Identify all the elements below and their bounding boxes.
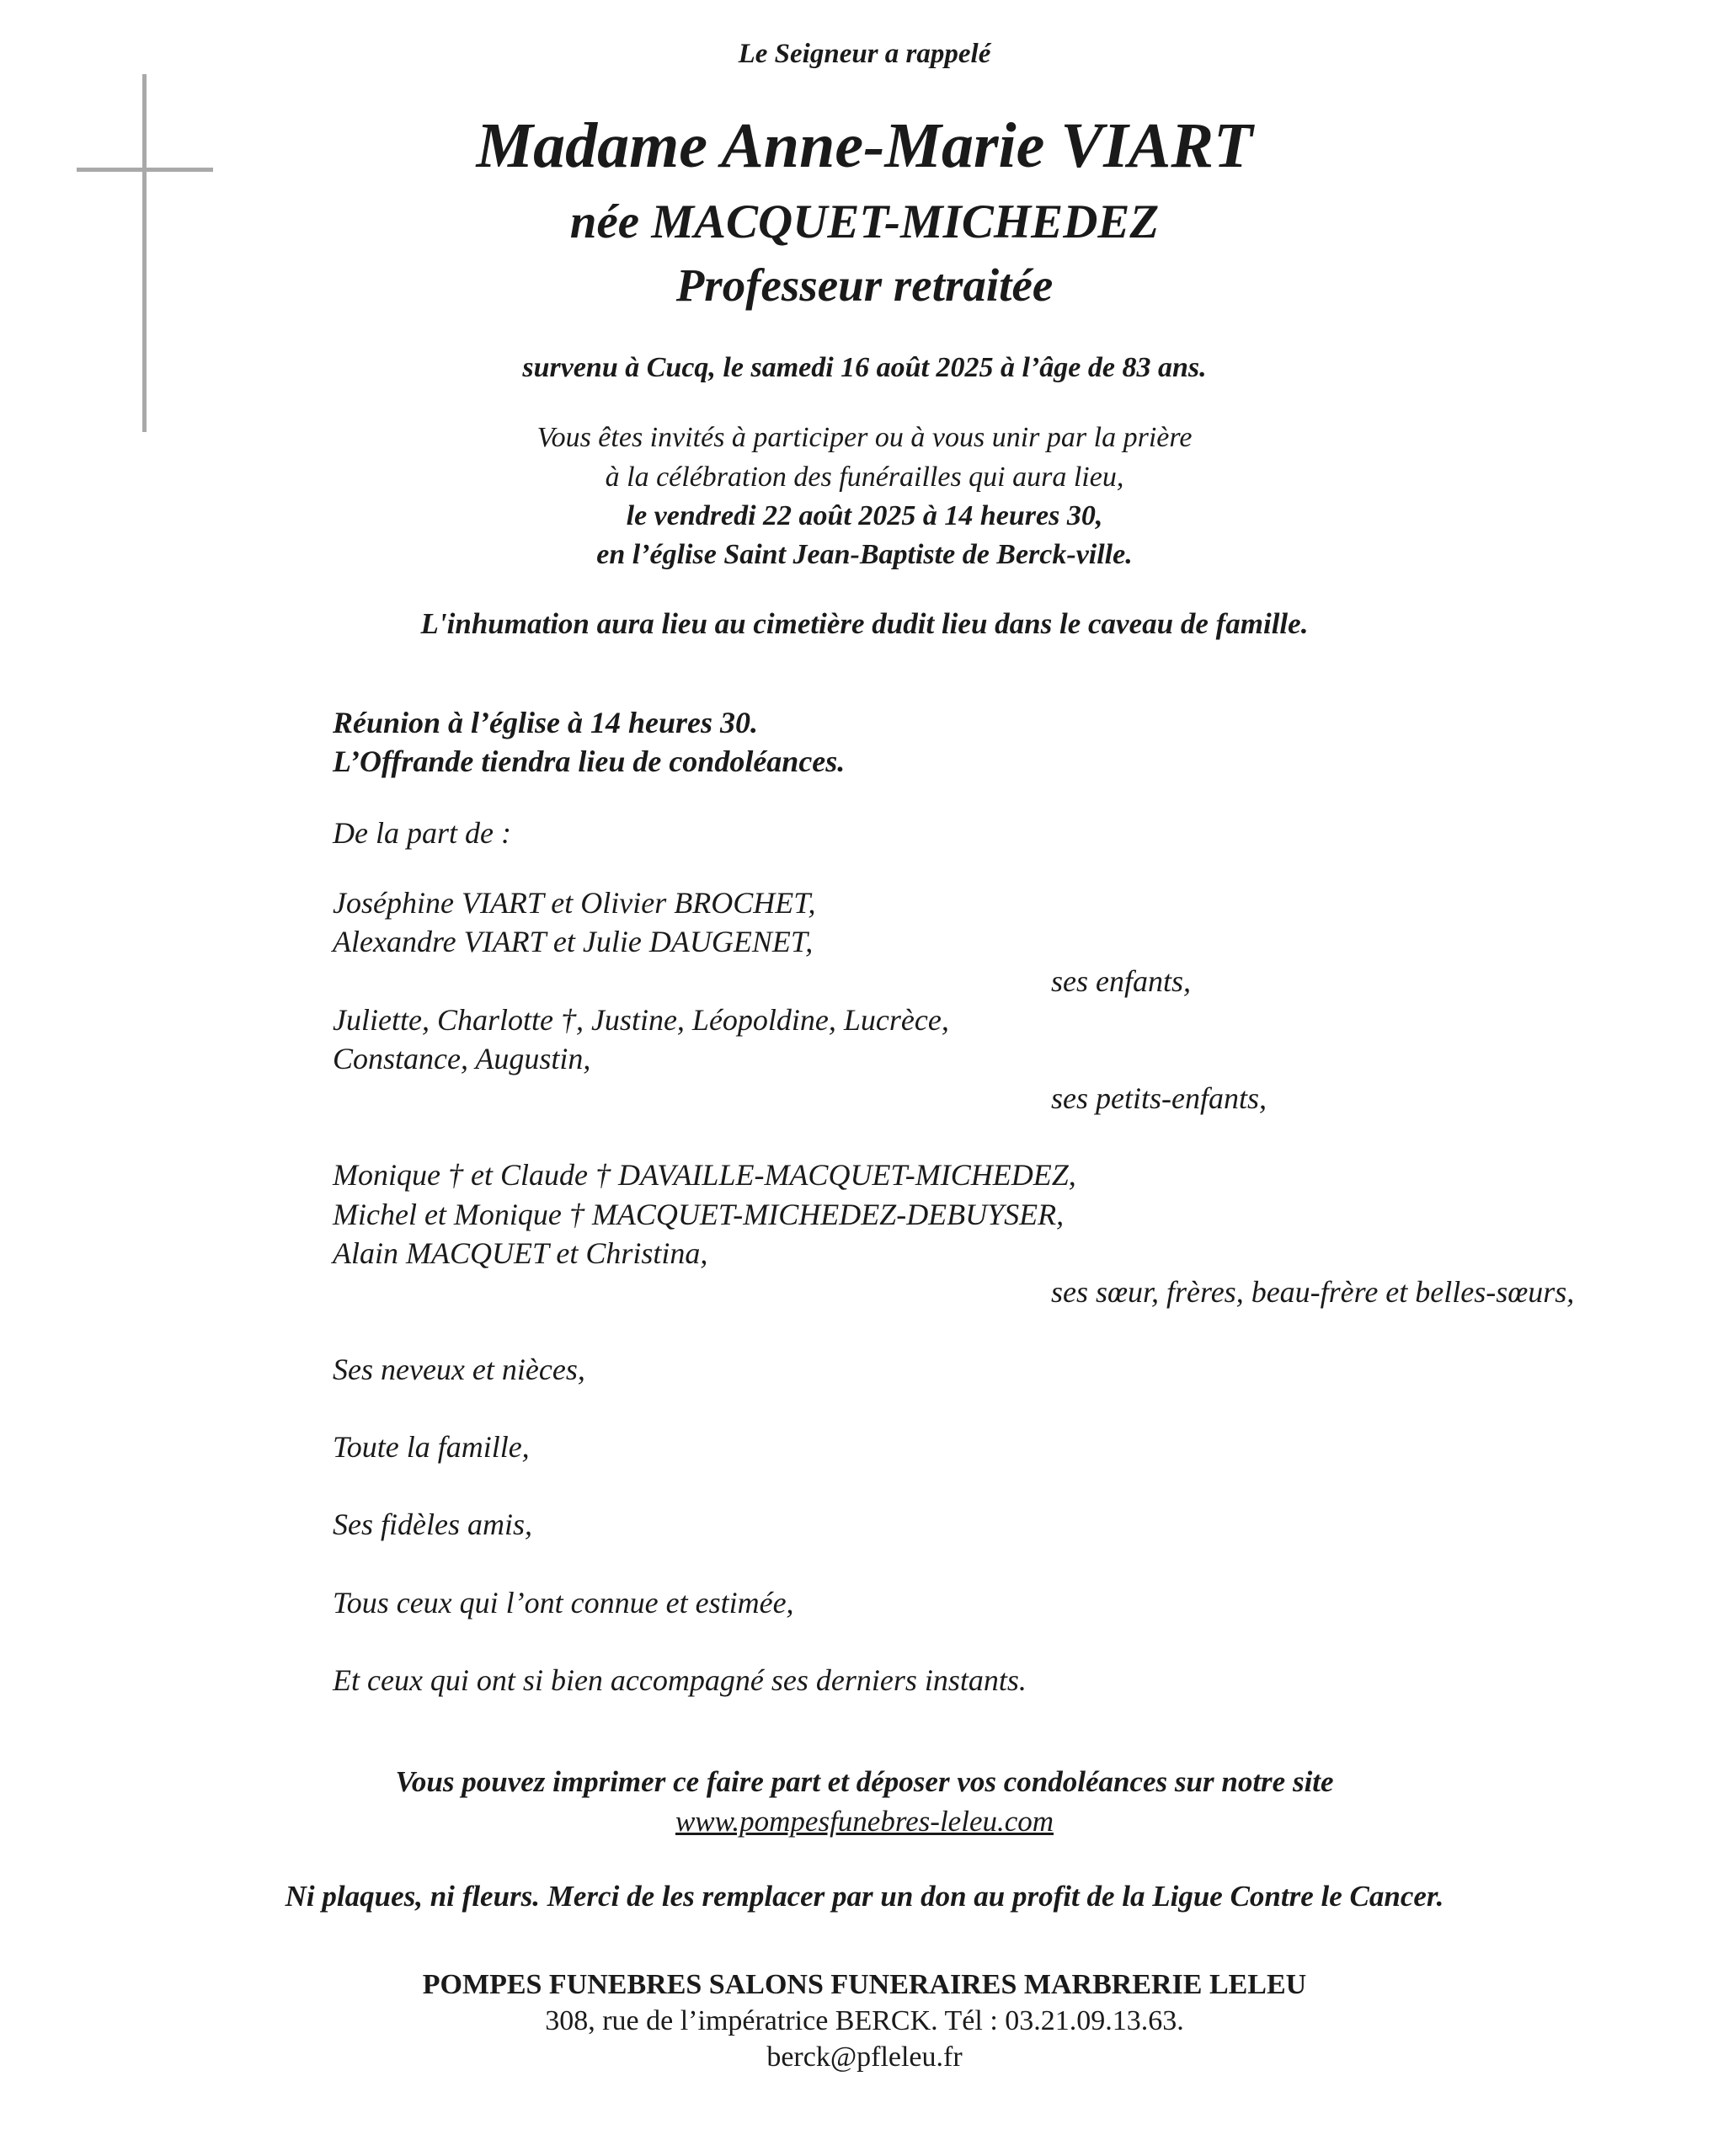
deceased-name: Madame Anne-Marie VIART bbox=[476, 110, 1253, 181]
list-item: Michel et Monique † MACQUET-MICHEDEZ-DEBUYSER, bbox=[333, 1198, 1065, 1231]
ceremony-place: en l’église Saint Jean-Baptiste de Berck-ville. bbox=[596, 539, 1133, 570]
flowers-note: Ni plaques, ni fleurs. Merci de les remplacer par un don au profit de la Ligue Contre le Cancer. bbox=[285, 1880, 1444, 1913]
list-item: Alain MACQUET et Christina, bbox=[333, 1236, 708, 1270]
burial-note: L'inhumation aura lieu au cimetière dudit lieu dans le caveau de famille. bbox=[420, 607, 1309, 640]
print-note: Vous pouvez imprimer ce faire part et déposer vos condoléances sur notre site bbox=[395, 1765, 1334, 1798]
death-notice: survenu à Cucq, le samedi 16 août 2025 à l’âge de 83 ans. bbox=[522, 352, 1207, 383]
ceremony-line-2: à la célébration des funérailles qui aura lieu, bbox=[605, 462, 1124, 493]
list-item: Joséphine VIART et Olivier BROCHET, bbox=[333, 886, 816, 920]
website-row bbox=[0, 1805, 1729, 1838]
profession: Professeur retraitée bbox=[675, 259, 1054, 311]
family-intro: De la part de : bbox=[333, 816, 511, 850]
company-name: POMPES FUNEBRES SALONS FUNERAIRES MARBRERIE LELEU bbox=[422, 1969, 1307, 2000]
maiden-name: née MACQUET-MICHEDEZ bbox=[569, 195, 1160, 248]
grandchildren-label: ses petits-enfants, bbox=[1051, 1081, 1267, 1115]
company-address: 308, rue de l’impératrice BERCK. Tél : 03.21.09.13.63. bbox=[545, 2005, 1184, 2036]
ceremony-line-1: Vous êtes invités à participer ou à vous unir par la prière bbox=[536, 422, 1193, 453]
website-link[interactable]: www.pompesfunebres-leleu.com bbox=[675, 1805, 1054, 1838]
intro-line: Le Seigneur a rappelé bbox=[738, 39, 991, 69]
list-item: Toute la famille, bbox=[333, 1430, 530, 1464]
list-item: Monique † et Claude † DAVAILLE-MACQUET-MICHEDEZ, bbox=[333, 1158, 1076, 1192]
company-email[interactable]: berck@pfleleu.fr bbox=[766, 2041, 963, 2073]
list-item: Alexandre VIART et Julie DAUGENET, bbox=[333, 925, 814, 958]
siblings-label: ses sœur, frères, beau-frère et belles-sœurs, bbox=[1051, 1275, 1575, 1309]
list-item: Constance, Augustin, bbox=[333, 1042, 591, 1075]
offering-note: L’Offrande tiendra lieu de condoléances. bbox=[333, 744, 846, 778]
list-item: Tous ceux qui l’ont connue et estimée, bbox=[333, 1586, 794, 1620]
list-item: Ses fidèles amis, bbox=[333, 1508, 532, 1541]
children-label: ses enfants, bbox=[1051, 964, 1191, 998]
ceremony-date: le vendredi 22 août 2025 à 14 heures 30, bbox=[626, 500, 1103, 531]
list-item: Juliette, Charlotte †, Justine, Léopoldine, Lucrèce, bbox=[333, 1003, 949, 1037]
meeting-note: Réunion à l’église à 14 heures 30. bbox=[333, 706, 759, 739]
list-item: Ses neveux et nièces, bbox=[333, 1353, 585, 1386]
list-item: Et ceux qui ont si bien accompagné ses derniers instants. bbox=[333, 1663, 1027, 1697]
